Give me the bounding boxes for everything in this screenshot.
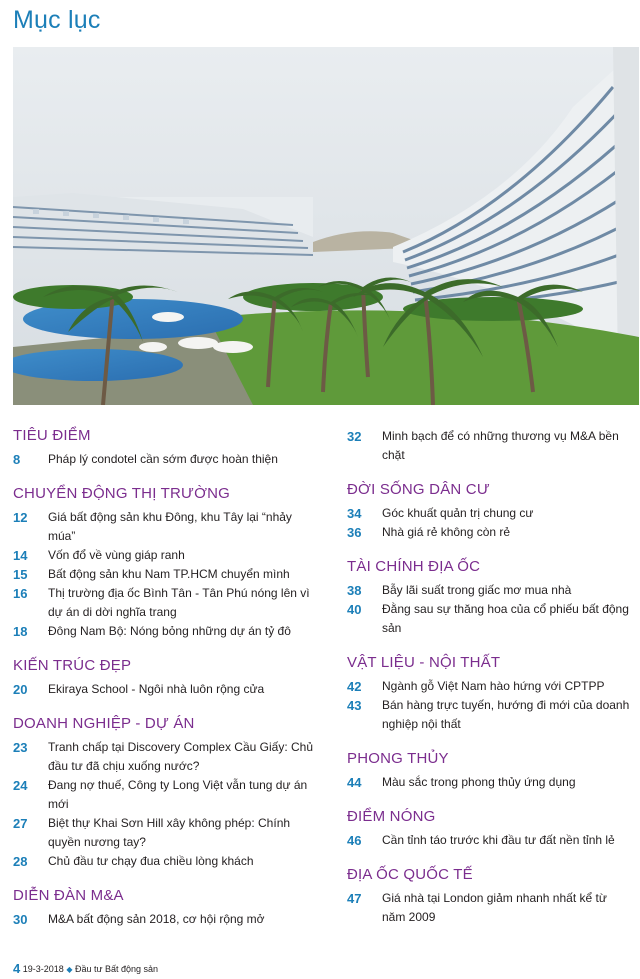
toc-entry[interactable] [347,831,632,850]
toc-page-number: 18 [13,624,28,639]
toc-entry-title: Màu sắc trong phong thủy ứng dụng [382,775,576,789]
toc-entry-title: Giá nhà tại London giảm nhanh nhất kể từ năm 2009 [382,891,607,924]
toc-entry[interactable] [13,852,313,871]
toc-page-number: 20 [13,682,28,697]
section-title: KIẾN TRÚC ĐẸP [13,657,132,674]
toc-entry[interactable] [13,565,313,584]
toc-section [347,558,632,638]
section-title: TÀI CHÍNH ĐỊA ỐC [347,558,481,575]
section-title: PHONG THỦY [347,750,449,767]
toc-section [13,657,313,699]
section-title: ĐỜI SỐNG DÂN CƯ [347,481,490,498]
section-title: TIÊU ĐIỂM [13,427,91,444]
toc-section [347,427,632,465]
toc-page-number: 24 [13,778,28,793]
toc-section [347,750,632,792]
footer-publication: Đầu tư Bất động sản [74,964,159,974]
section-title: ĐỊA ỐC QUỐC TẾ [347,866,473,883]
toc-right-column [347,427,632,927]
toc-entry-title: Cần tỉnh táo trước khi đầu tư đất nền tỉnh lẻ [382,833,615,847]
toc-page-number: 27 [13,816,28,831]
section-title: DOANH NGHIỆP - DỰ ÁN [13,715,195,732]
section-title: ĐIỂM NÓNG [347,808,436,825]
toc-entry-title: Chủ đầu tư chạy đua chiều lòng khách [48,854,254,868]
toc-entry-title: Ngành gỗ Việt Nam hào hứng với CPTPP [382,679,605,693]
toc-entry-title: M&A bất động sản 2018, cơ hội rộng mở [48,912,265,926]
toc-entry-title: Đằng sau sự thăng hoa của cổ phiếu bất động sản [382,602,629,635]
toc-entry[interactable] [13,910,313,929]
toc-entry-title: Pháp lý condotel cần sớm được hoàn thiện [48,452,278,466]
toc-left-column [13,427,313,929]
toc-entry[interactable] [347,504,632,523]
section-title: DIỄN ĐÀN M&A [13,887,124,904]
toc-entry[interactable] [13,584,313,622]
toc-entry[interactable] [13,680,313,699]
toc-entry-title: Bẫy lãi suất trong giấc mơ mua nhà [382,583,572,597]
toc-entry-title: Thị trường địa ốc Bình Tân - Tân Phú nóng lên vì dự án di dời nghĩa trang [48,586,310,619]
toc-page-number: 42 [347,679,362,694]
section-title: VẬT LIỆU - NỘI THẤT [347,654,501,671]
toc-entry-title: Ekiraya School - Ngôi nhà luôn rộng cửa [48,682,265,696]
page-footer [13,961,158,976]
toc-page-number: 14 [13,548,28,563]
toc-entry-title: Nhà giá rẻ không còn rẻ [382,525,511,539]
toc-page-number: 38 [347,583,362,598]
toc-entry-title: Vốn đổ về vùng giáp ranh [48,548,185,562]
toc-entry[interactable] [13,622,313,641]
toc-entry-title: Minh bạch để có những thương vụ M&A bền chặt [382,429,619,462]
toc-entry[interactable] [13,814,313,852]
toc-section [347,654,632,734]
footer-diamond-icon: ◆ [66,965,73,974]
toc-entry[interactable] [347,696,632,734]
footer-date: 19-3-2018 [22,964,64,974]
toc-page-number: 28 [13,854,28,869]
toc-entry-title: Đang nợ thuế, Công ty Long Việt vẫn tung dự án mới [48,778,308,811]
toc-entry[interactable] [347,523,632,542]
toc-page-number: 47 [347,891,362,906]
toc-page-number: 40 [347,602,362,617]
toc-entry[interactable] [13,450,313,469]
toc-page-number: 32 [347,429,362,444]
toc-entry[interactable] [13,546,313,565]
toc-page-number: 15 [13,567,28,582]
toc-page-number: 16 [13,586,28,601]
toc-entry-title: Bất động sản khu Nam TP.HCM chuyển mình [48,567,290,581]
toc-entry[interactable] [13,508,313,546]
toc-section [13,887,313,929]
toc-page-number: 46 [347,833,362,848]
toc-entry[interactable] [347,581,632,600]
toc-entry-title: Đông Nam Bộ: Nóng bỏng những dự án tỷ đô [48,624,291,638]
toc-page-number: 23 [13,740,28,755]
toc-entry[interactable] [347,677,632,696]
toc-entry-title: Biệt thự Khai Sơn Hill xây không phép: Chính quyền nương tay? [48,816,291,849]
toc-page-number: 30 [13,912,28,927]
footer-page-number: 4 [13,961,21,976]
toc-section [347,866,632,927]
toc-entry-title: Tranh chấp tại Discovery Complex Cầu Giấy: Chủ đầu tư đã chịu xuống nước? [48,740,313,773]
toc-section [13,485,313,641]
toc-section [13,715,313,871]
toc-entry-title: Góc khuất quản trị chung cư [382,506,534,520]
toc-entry[interactable] [13,776,313,814]
toc-page-number: 34 [347,506,362,521]
toc-entry-title: Bán hàng trực tuyến, hướng đi mới của doanh nghiệp nội thất [382,698,630,731]
toc-page-number: 12 [13,510,28,525]
toc-entry[interactable] [347,889,632,927]
toc-page-number: 43 [347,698,362,713]
toc-page-number: 44 [347,775,362,790]
section-title: CHUYỂN ĐỘNG THỊ TRƯỜNG [13,485,231,502]
toc-section [347,481,632,542]
toc-section [13,427,313,469]
toc-page-number: 36 [347,525,362,540]
toc-entry[interactable] [347,427,632,465]
page-title: Mục lục [13,6,101,34]
toc-page-number: 8 [13,452,21,467]
toc-entry[interactable] [347,600,632,638]
toc-entry[interactable] [13,738,313,776]
toc-entry[interactable] [347,773,632,792]
toc-entry-title: Giá bất động sản khu Đông, khu Tây lại “nhảy múa” [48,510,292,543]
toc-section [347,808,632,850]
resort-photo [13,47,639,405]
